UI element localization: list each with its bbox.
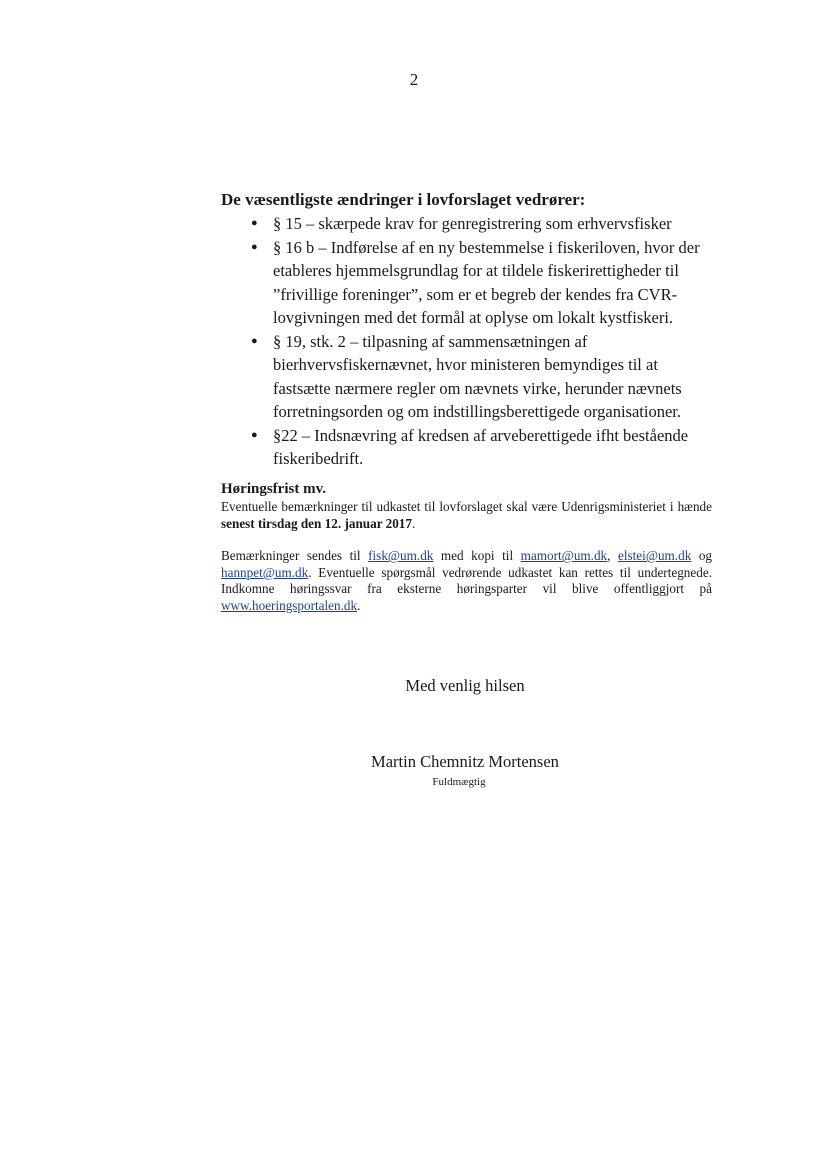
deadline-end: . bbox=[412, 515, 416, 531]
signer-title: Fuldmægtig bbox=[432, 776, 486, 788]
contact-text-2: med kopi til bbox=[433, 548, 521, 563]
contact-text-3: , bbox=[607, 548, 618, 563]
contact-text-4: og bbox=[691, 548, 713, 563]
list-item: ● § 19, stk. 2 – tilpasning af sammensætningen af bierhvervsfiskernævnet, hvor ministeren bemyndiges til at fastsætte nærmere regler om nævnets virke, herunder nævnets forretningsorden og om indstillingsberettigede organisationer. bbox=[221, 330, 701, 424]
deadline-date: senest tirsdag den 12. januar 2017 bbox=[221, 515, 412, 531]
greeting: Med venlig hilsen bbox=[405, 676, 525, 695]
list-item: ● § 15 – skærpede krav for genregistrering som erhvervsfisker bbox=[221, 212, 701, 236]
hoeringsportal-link[interactable]: www.hoeringsportalen.dk bbox=[221, 597, 358, 613]
contact-paragraph bbox=[221, 548, 712, 614]
email-link-hannpet[interactable]: hannpet@um.dk bbox=[221, 564, 309, 580]
email-link-mamort[interactable]: mamort@um.dk bbox=[520, 548, 608, 563]
email-link-elstei[interactable]: elstei@um.dk bbox=[617, 548, 692, 563]
list-item: ● § 16 b – Indførelse af en ny bestemmelse i fiskeriloven, hvor der etableres hjemmelsgrundlag for at tildele fiskerirettigheder til ”frivillige foreninger”, som er et begreb der kendes fra CVR-lovgivningen med det formål at oplyse om lokalt kystfiskeri. bbox=[221, 236, 701, 330]
email-link-fisk[interactable]: fisk@um.dk bbox=[368, 548, 434, 563]
contact-text-1: Bemærkninger sendes til bbox=[221, 548, 369, 563]
signer-name: Martin Chemnitz Mortensen bbox=[371, 752, 559, 771]
contact-text-6: . bbox=[357, 597, 361, 613]
list-item: ● §22 – Indsnævring af kredsen af arveberettigede ifht bestående fiskeribedrift. bbox=[221, 424, 701, 471]
deadline-paragraph bbox=[221, 499, 712, 532]
page-number: 2 bbox=[409, 70, 419, 89]
deadline-heading: Høringsfrist mv. bbox=[221, 481, 326, 497]
changes-list bbox=[221, 212, 701, 471]
contact-text-5: . Eventuelle spørgsmål vedrørende udkastet kan rettes til undertegnede. Indkomne høringssvar fra eksterne høringsparter vil blive offentliggjort på bbox=[221, 564, 712, 596]
deadline-text: Eventuelle bemærkninger til udkastet til lovforslaget skal være Udenrigsministeriet i hænde bbox=[221, 499, 712, 514]
changes-heading: De væsentligste ændringer i lovforslaget vedrører: bbox=[221, 190, 586, 209]
